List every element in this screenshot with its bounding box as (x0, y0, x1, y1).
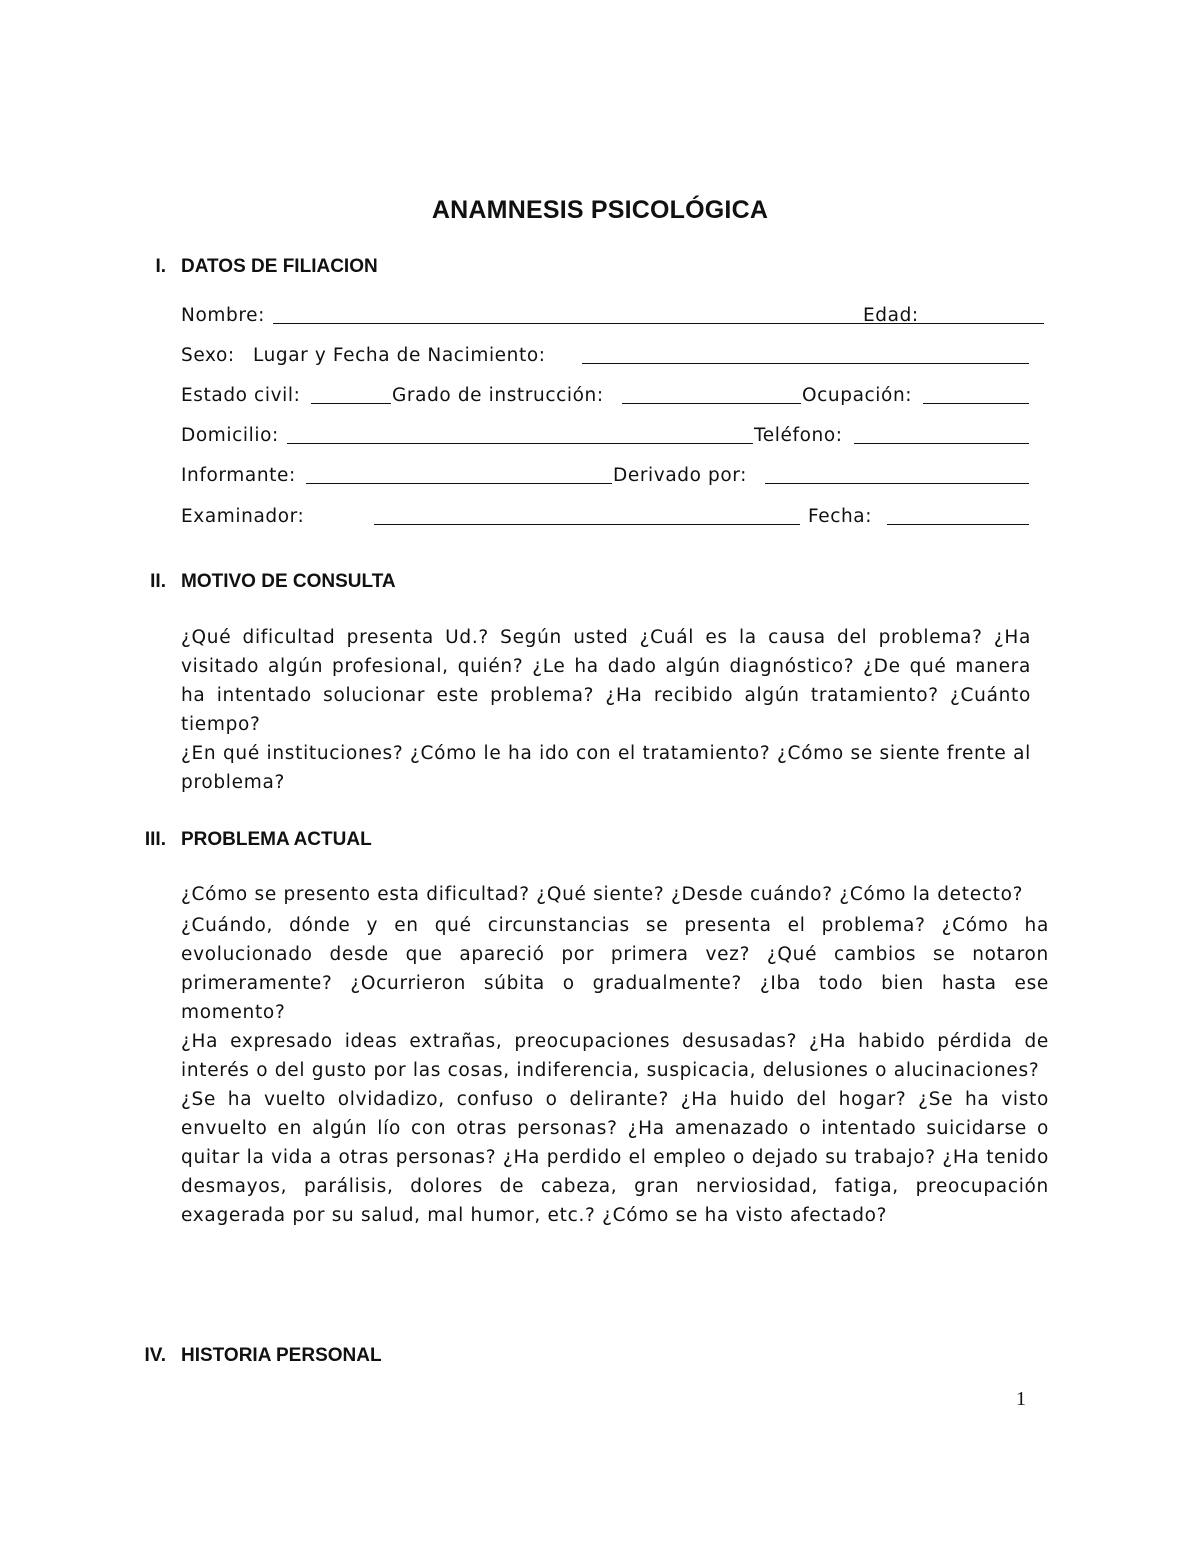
section-number-1: I. (155, 256, 166, 277)
label-sexo: Sexo: (181, 345, 235, 366)
section-title-datos-filiacion: DATOS DE FILIACION (181, 256, 378, 277)
field-ocupacion[interactable] (923, 403, 1029, 404)
section-title-problema-actual: PROBLEMA ACTUAL (181, 829, 372, 850)
label-ocupacion: Ocupación: (802, 385, 913, 406)
label-grado-instruccion: Grado de instrucción: (392, 385, 604, 406)
field-domicilio[interactable] (287, 443, 753, 444)
label-fecha: Fecha: (808, 506, 873, 527)
label-estado-civil: Estado civil: (181, 385, 301, 406)
paragraph: ¿Ha expresado ideas extrañas, preocupaciones desusadas? ¿Ha habido pérdida de interés o del gusto por las cosas, indiferencia, suspicacia, delusiones o alucinaciones? (181, 1031, 1049, 1081)
form-row-nombre-edad (181, 302, 1029, 328)
section-title-historia-personal: HISTORIA PERSONAL (181, 1345, 382, 1366)
form-row-informante (181, 462, 1029, 488)
label-nombre: Nombre: (181, 305, 265, 326)
paragraph: ¿Se ha vuelto olvidadizo, confuso o delirante? ¿Ha huido del hogar? ¿Se ha visto envuelto en algún lío con otras personas? ¿Ha amenazado o intentado suicidarse o quitar la vida a otras personas? ¿Ha perdido el empleo o dejado su trabajo? ¿Ha tenido desmayos, parálisis, dolores de cabeza, gran nerviosidad, fatiga, preocupación exagerada por su salud, mal humor, etc.? ¿Cómo se ha visto afectado? (181, 1089, 1049, 1226)
paragraph: ¿Cómo se presento esta dificultad? ¿Qué siente? ¿Desde cuándo? ¿Cómo la detecto? (181, 884, 1024, 905)
label-lugar-fecha-nacimiento: Lugar y Fecha de Nacimiento: (253, 345, 546, 366)
label-derivado-por: Derivado por: (613, 465, 747, 486)
field-lugar-fecha-nacimiento[interactable] (582, 363, 1029, 364)
label-telefono: Teléfono: (754, 425, 843, 446)
section-title-motivo-consulta: MOTIVO DE CONSULTA (181, 571, 396, 592)
field-examinador[interactable] (374, 524, 800, 525)
section-number-4: IV. (144, 1345, 166, 1366)
field-informante[interactable] (306, 483, 612, 484)
motivo-consulta-text (181, 623, 1031, 797)
label-domicilio: Domicilio: (181, 425, 279, 446)
field-fecha[interactable] (887, 524, 1029, 525)
page-number: 1 (1016, 1388, 1026, 1410)
field-edad[interactable] (926, 323, 1029, 324)
document-title: ANAMNESIS PSICOLÓGICA (431, 196, 769, 224)
form-row-sexo-nacimiento (181, 342, 1029, 368)
form-row-estado-civil (181, 382, 1029, 408)
label-edad: Edad: (863, 305, 919, 326)
field-derivado-por[interactable] (765, 483, 1029, 484)
label-examinador: Examinador: (181, 506, 305, 527)
field-grado-instruccion[interactable] (622, 403, 801, 404)
problema-actual-text (181, 883, 1049, 1230)
field-telefono[interactable] (854, 443, 1029, 444)
section-number-2: II. (150, 571, 166, 592)
field-estado-civil[interactable] (311, 403, 391, 404)
form-row-domicilio (181, 422, 1029, 448)
paragraph: ¿En qué instituciones? ¿Cómo le ha ido con el tratamiento? ¿Cómo se siente frente al problema? (181, 743, 1031, 793)
paragraph: ¿Qué dificultad presenta Ud.? Según usted ¿Cuál es la causa del problema? ¿Ha visitado algún profesional, quién? ¿Le ha dado algún diagnóstico? ¿De qué manera ha intentado solucionar este problema? ¿Ha recibido algún tratamiento? ¿Cuánto tiempo? (181, 627, 1031, 735)
form-row-examinador (181, 503, 1029, 529)
paragraph: ¿Cuándo, dónde y en qué circunstancias se presenta el problema? ¿Cómo ha evolucionado desde que apareció por primera vez? ¿Qué cambios se notaron primeramente? ¿Ocurrieron súbita o gradualmente? ¿Iba todo bien hasta ese momento? (181, 915, 1049, 1023)
label-informante: Informante: (181, 465, 296, 486)
section-number-3: III. (144, 829, 166, 850)
